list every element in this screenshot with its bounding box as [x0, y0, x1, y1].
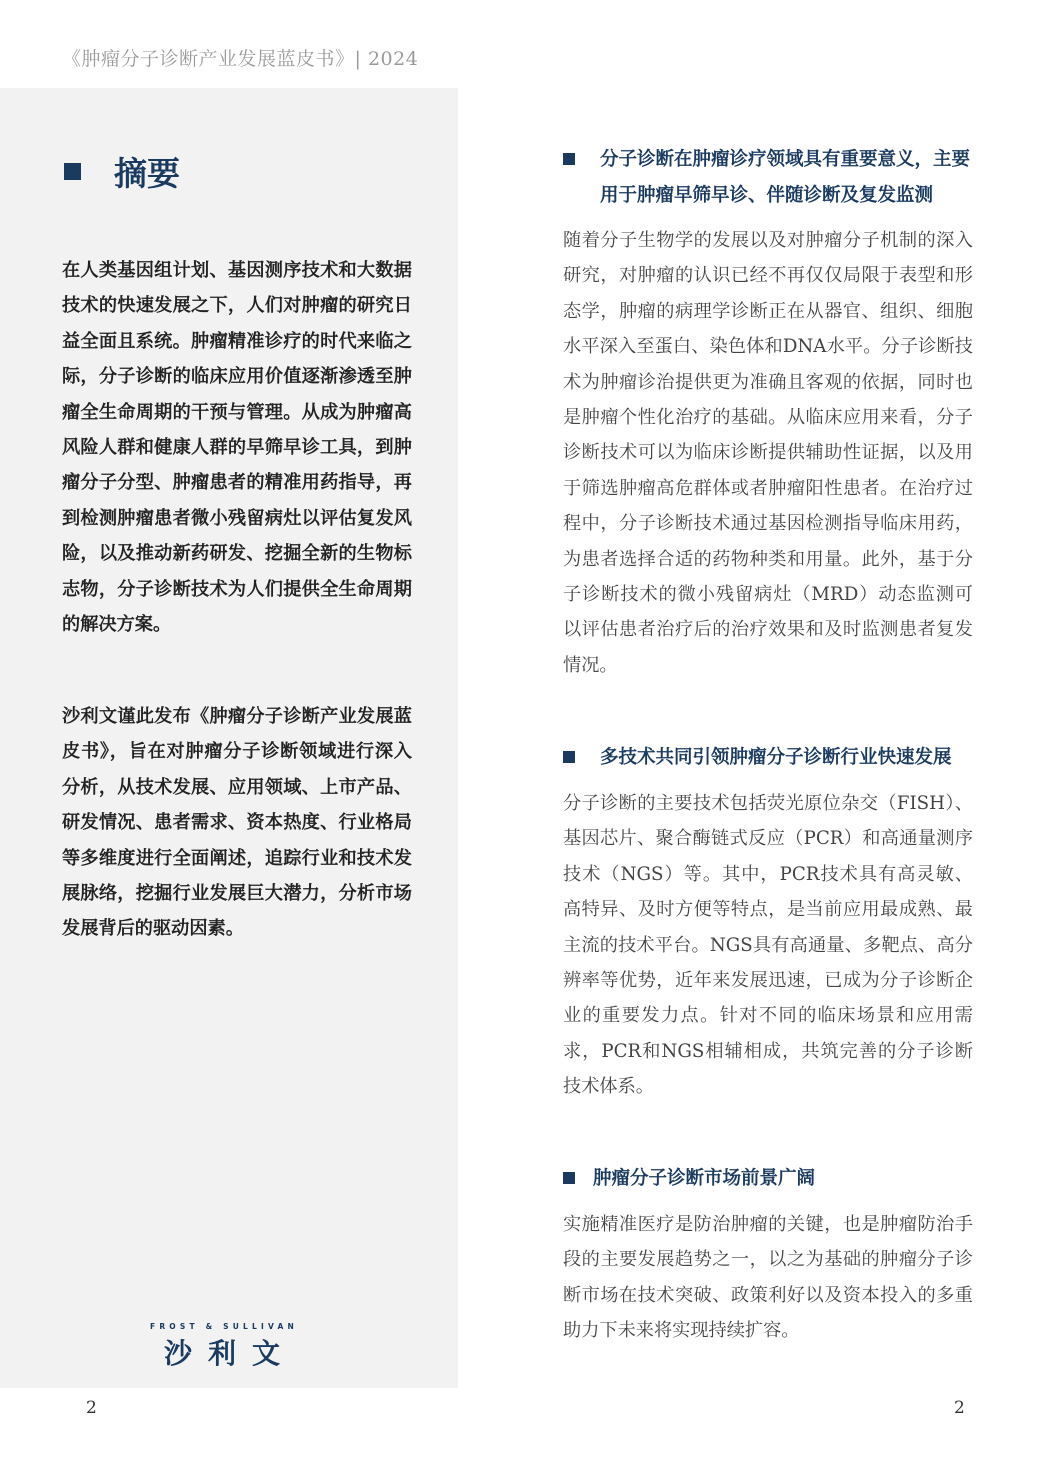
section-body: 随着分子生物学的发展以及对肿瘤分子机制的深入研究，对肿瘤的认识已经不再仅仅局限于表型和形态学，肿瘤的病理学诊断正在从器官、组织、细胞水平深入至蛋白、染色体和DNA水平。分子诊断技术为肿瘤诊治提供更为准确且客观的依据，同时也是肿瘤个性化治疗的基础。从临床应用来看，分子诊断技术可以为临床诊断提供辅助性证据，以及用于筛选肿瘤高危群体或者肿瘤阳性患者。在治疗过程中，分子诊断技术通过基因检测指导临床用药，为患者选择合适的药物种类和用量。此外，基于分子诊断技术的微小残留病灶（MRD）动态监测可以评估患者治疗后的治疗效果和及时监测患者复发情况。 [563, 230, 973, 676]
square-bullet-icon [563, 751, 575, 763]
square-bullet-icon [64, 163, 81, 180]
logo-chinese-text: 沙利文 [163, 1337, 296, 1370]
section-heading: 多技术共同引领肿瘤分子诊断行业快速发展 [563, 740, 973, 776]
section-heading: 肿瘤分子诊断市场前景广阔 [563, 1161, 973, 1197]
section-body: 实施精准医疗是防治肿瘤的关键，也是肿瘤防治手段的主要发展趋势之一，以之为基础的肿瘤分子诊断市场在技术突破、政策利好以及资本投入的多重助力下未来将实现持续扩容。 [563, 1214, 973, 1342]
abstract-heading [64, 148, 180, 195]
square-bullet-icon [563, 153, 575, 165]
document-header: 《肿瘤分子诊断产业发展蓝皮书》| 2024 [62, 48, 419, 70]
abstract-title: 摘要 [114, 154, 180, 193]
abstract-paragraph: 在人类基因组计划、基因测序技术和大数据技术的快速发展之下，人们对肿瘤的研究日益全面且系统。肿瘤精准诊疗的时代来临之际，分子诊断的临床应用价值逐渐渗透至肿瘤全生命周期的干预与管理。从成为肿瘤高风险人群和健康人群的早筛早诊工具，到肿瘤分子分型、肿瘤患者的精准用药指导，再到检测肿瘤患者微小残留病灶以评估复发风险，以及推动新药研发、挖掘全新的生物标志物，分子诊断技术为人们提供全生命周期的解决方案。 [62, 260, 412, 636]
frost-sullivan-logo [142, 1322, 306, 1372]
page-number-right: 2 [954, 1398, 965, 1418]
logo-english-text: FROST & SULLIVAN [150, 1322, 298, 1331]
page-number-left: 2 [86, 1398, 97, 1418]
square-bullet-icon [563, 1172, 575, 1184]
section-heading: 分子诊断在肿瘤诊疗领域具有重要意义，主要用于肿瘤早筛早诊、伴随诊断及复发监测 [563, 142, 973, 213]
section-body: 分子诊断的主要技术包括荧光原位杂交（FISH）、基因芯片、聚合酶链式反应（PCR）和高通量测序技术（NGS）等。其中，PCR技术具有高灵敏、高特异、及时方便等特点，是当前应用最成熟、最主流的技术平台。NGS具有高通量、多靶点、高分辨率等优势，近年来发展迅速，已成为分子诊断企业的重要发力点。针对不同的临床场景和应用需求，PCR和NGS相辅相成，共筑完善的分子诊断技术体系。 [563, 793, 973, 1098]
abstract-paragraph: 沙利文谨此发布《肿瘤分子诊断产业发展蓝皮书》，旨在对肿瘤分子诊断领域进行深入分析，从技术发展、应用领域、上市产品、研发情况、患者需求、资本热度、行业格局等多维度进行全面阐述，追踪行业和技术发展脉络，挖掘行业发展巨大潜力，分析市场发展背后的驱动因素。 [62, 706, 412, 940]
